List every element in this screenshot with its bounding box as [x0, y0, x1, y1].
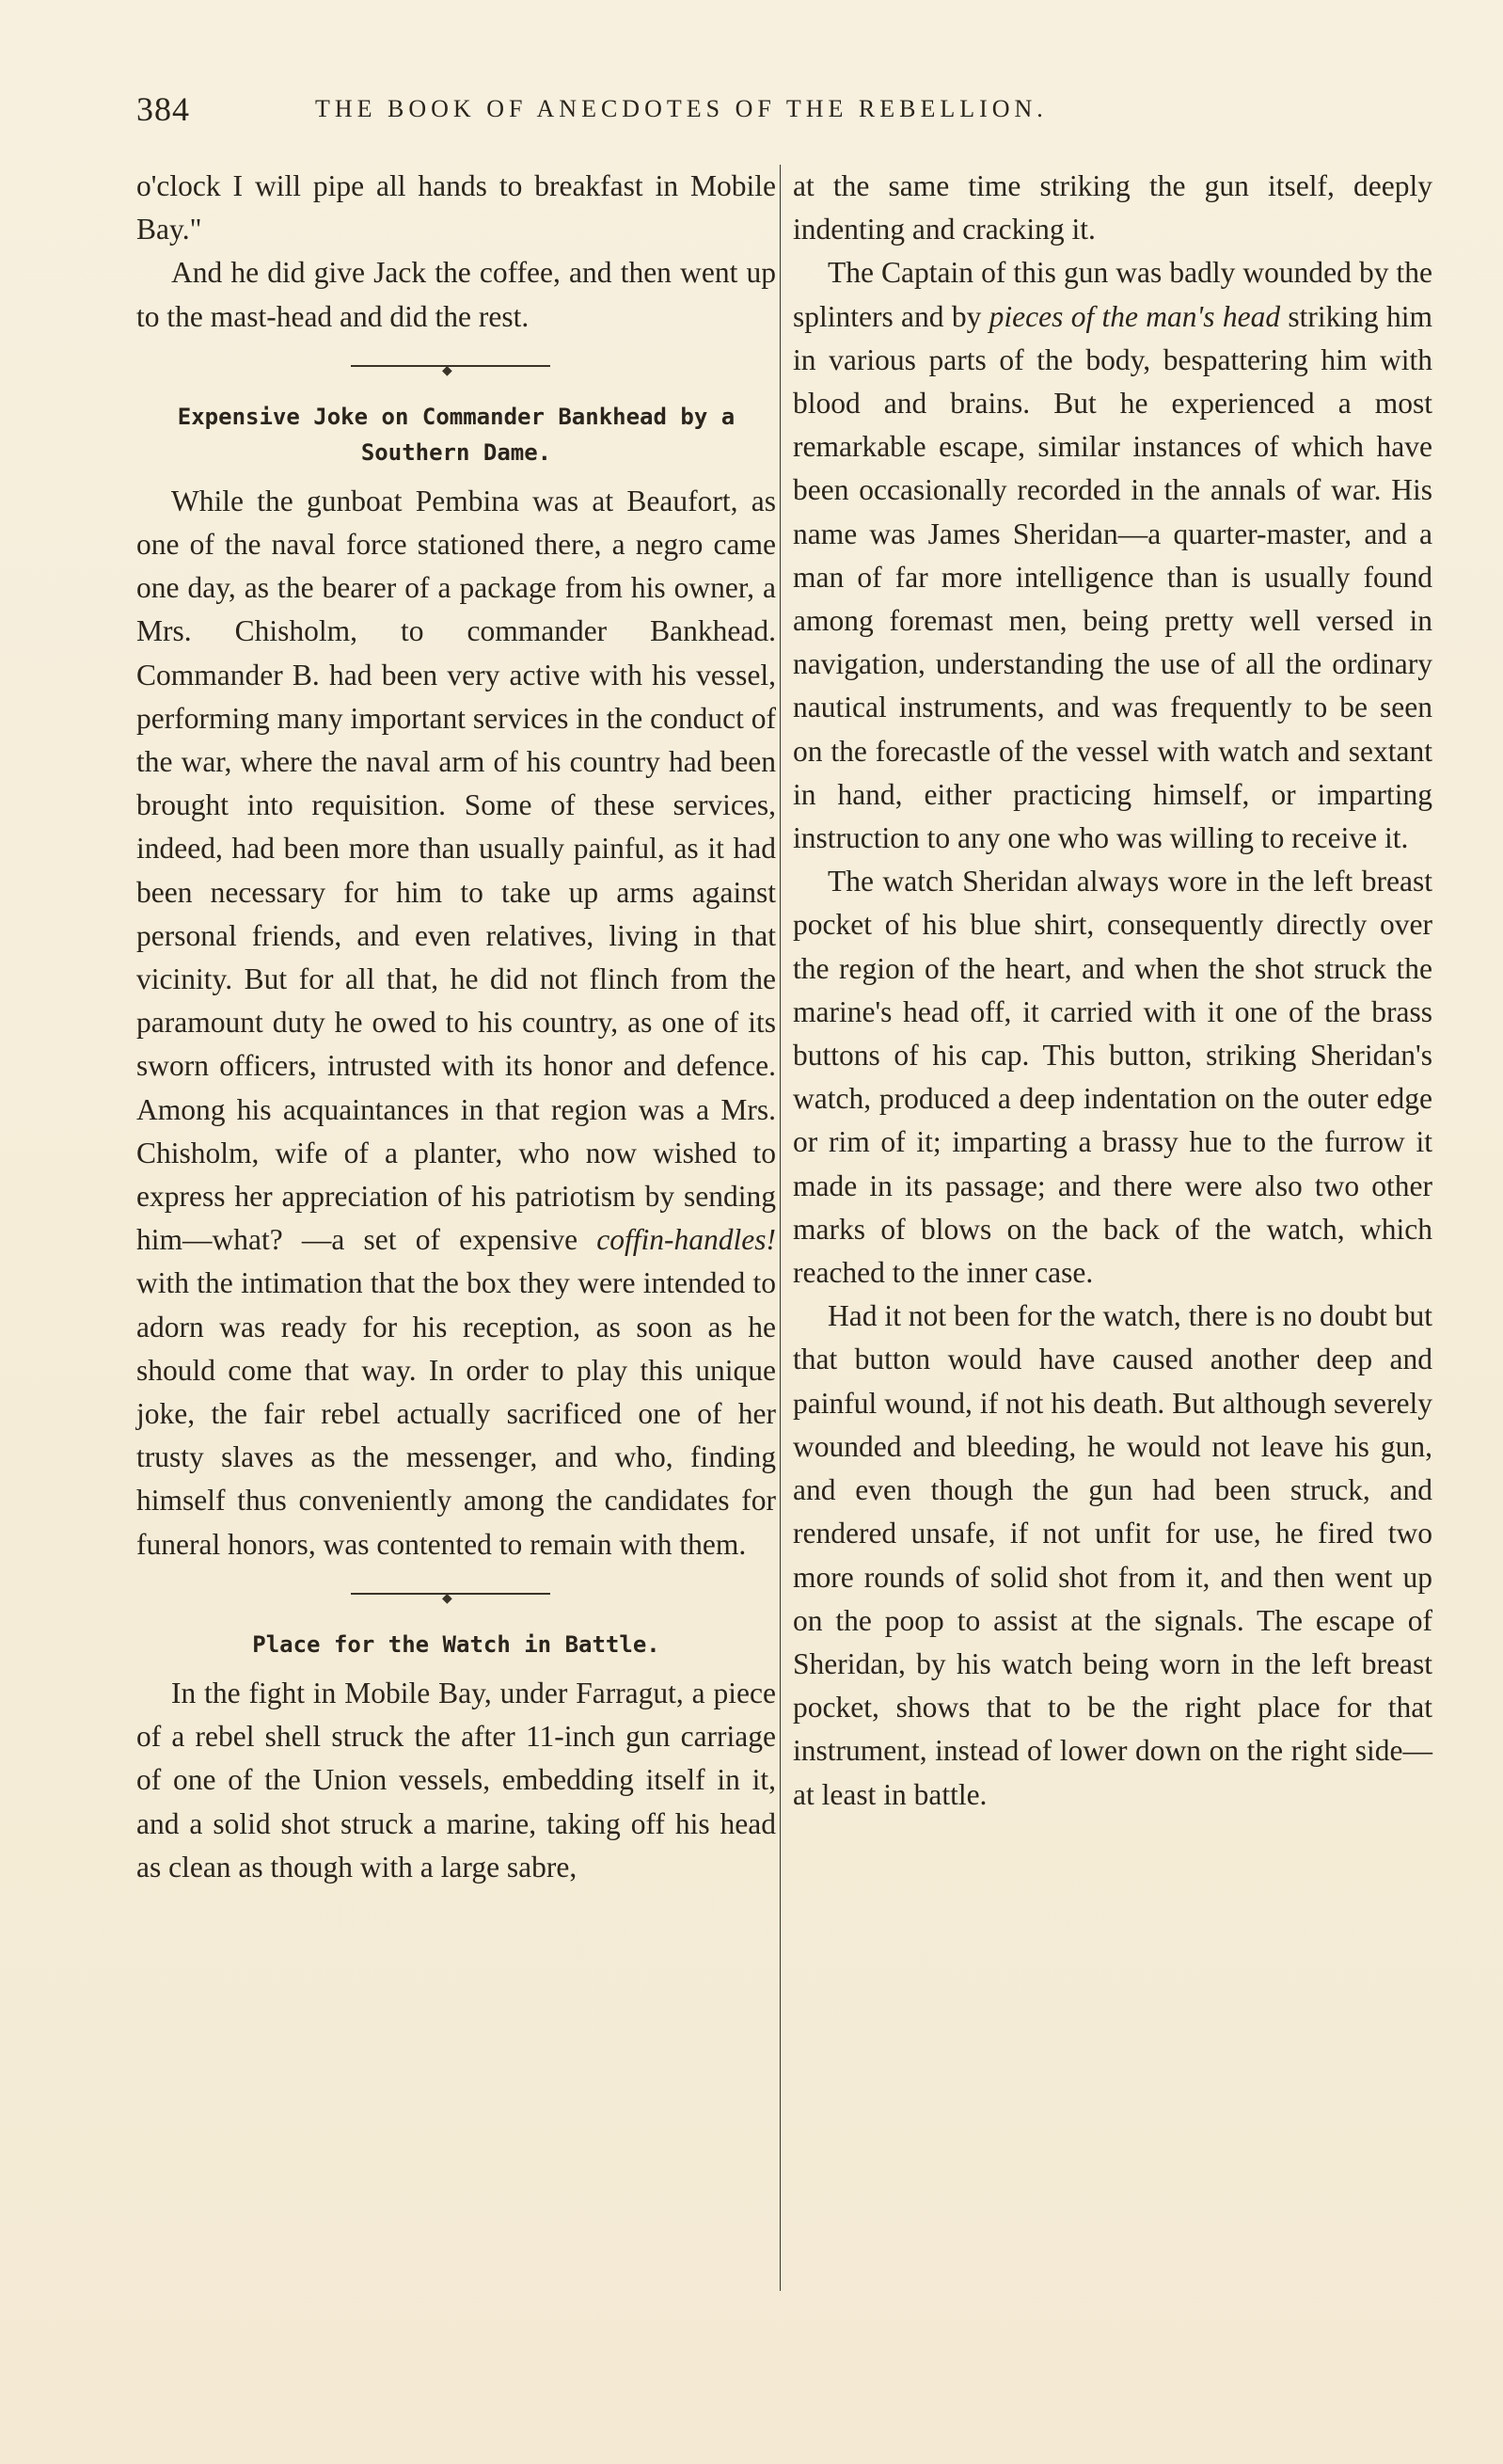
right-column: [793, 165, 1432, 1817]
left-column: [136, 165, 776, 1889]
paragraph: [136, 480, 776, 1566]
paragraph-continued: at the same time striking the gun itself, deeply indenting and cracking it.: [793, 169, 1432, 246]
paragraph: And he did give Jack the coffee, and then went up to the mast-head and did the rest.: [136, 256, 776, 333]
paragraph-text: with the intimation that the box they were intended to adorn was ready for his reception, as soon as he should come that way. In order to play this unique joke, the fair rebel actually sacrificed one of her trusty slaves as the messenger, and who, finding himself thus conveniently among the candidates for funeral honors, was contented to remain with them.: [136, 1266, 776, 1561]
book-title: THE BOOK OF ANECDOTES OF THE REBELLION.: [315, 95, 1048, 122]
running-head: [136, 89, 1444, 136]
column-rule: [780, 165, 781, 2291]
paragraph: In the fight in Mobile Bay, under Farragut, a piece of a rebel shell struck the after 11-inch gun carriage of one of the Union vessels, embedding itself in it, and a solid shot struck a marine, taking off his head as clean as though with a large sabre,: [136, 1676, 776, 1884]
italic-phrase: pieces of the man's head: [989, 299, 1281, 333]
section-heading: Place for the Watch in Battle.: [252, 1630, 660, 1658]
paragraph: The watch Sheridan always wore in the left breast pocket of his blue shirt, consequently directly over the region of the heart, and when the shot struck the marine's head off, it carried with it one of the brass buttons of his cap. This button, striking Sheridan's watch, produced a deep indentation on the outer edge or rim of it; imparting a brassy hue to the furrow it made in its passage; and there were also two other marks of blows on the back of the watch, which reached to the inner case.: [793, 865, 1432, 1290]
paragraph-text: The Captain of this gun was badly wounded by the splinters and by: [793, 256, 1432, 333]
paragraph-continued: o'clock I will pipe all hands to breakfast in Mobile Bay.": [136, 169, 776, 246]
paragraph-text: While the gunboat Pembina was at Beaufort, as one of the naval force stationed there, a negro came one day, as the bearer of a package from his owner, a Mrs. Chisholm, to commander Bankhead. Commander B. had been very active with his vessel, performing many important services in the conduct of the war, where the naval arm of his country had been brought into requisition. Some of these services, indeed, had been more than usually painful, as it had been necessary for him to take up arms against personal friends, and even relatives, living in that vicinity. But for all that, he did not flinch from the paramount duty he owed to his country, as one of its sworn officers, intrusted with its honor and defence. Among his acquaintances in that region was a Mrs. Chisholm, wife of a planter, who now wished to express her appreciation of his patriotism by sending him—what? —a set of expensive: [136, 484, 776, 1257]
paragraph: Had it not been for the watch, there is no doubt but that button would have caused another deep and painful wound, if not his death. But although severely wounded and bleeding, he would not leave his gun, and even though the gun had been struck, and rendered unsafe, if not unfit for use, he fired two more rounds of solid shot from it, and then went up on the poop to assist at the signals. The escape of Sheridan, by his watch being worn in the left breast pocket, shows that to be the right place for that instrument, instead of lower down on the right side—at least in battle.: [793, 1299, 1432, 1811]
section-heading: Expensive Joke on Commander Bankhead by a Southern Dame.: [177, 403, 736, 466]
paragraph-text: striking him in various parts of the body, bespattering him with blood and brains. But he experienced a most remarkable escape, similar instances of which have been occasionally recorded in the annals of war. His name was James Sheridan—a quarter-master, and a man of far more intelligence than is usually found among foremast men, being pretty well versed in navigation, understanding the use of all the ordinary nautical instruments, and was frequently to be seen on the forecastle of the vessel with watch and sextant in hand, either practicing himself, or imparting instruction to any one who was willing to receive it.: [793, 299, 1432, 855]
section-divider: [136, 339, 776, 391]
section-divider: [136, 1566, 776, 1619]
paragraph: [793, 251, 1432, 860]
italic-phrase: coffin-handles!: [596, 1223, 776, 1257]
page-number: 384: [136, 90, 190, 128]
